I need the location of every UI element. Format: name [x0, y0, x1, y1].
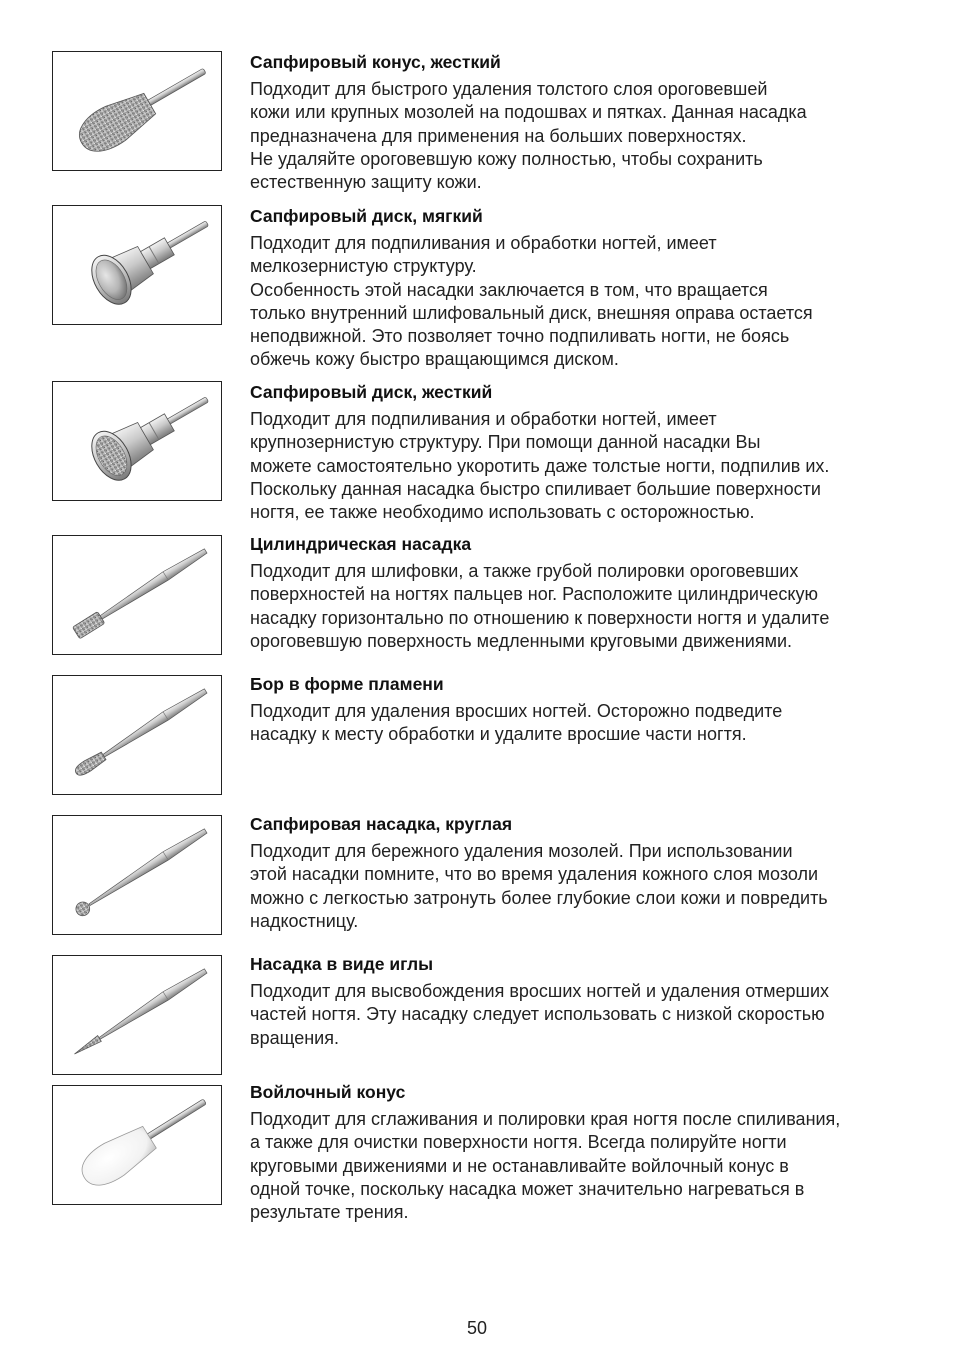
page-number: 50	[466, 1318, 488, 1338]
item-description: Подходит для бережного удаления мозолей. При использовании этой насадки помните, что во время удаления кожного слоя мозоли можно с легкостью затронуть более глубокие слои кожи и повредить надкостницу.	[250, 841, 828, 931]
item-title: Сапфировый диск, мягкий	[250, 206, 483, 226]
sapphire-disc-coarse-icon	[53, 382, 221, 500]
sapphire-cone-icon	[53, 52, 221, 170]
item-sapphire-disc-coarse	[250, 381, 910, 524]
item-cylinder-bit	[250, 533, 910, 653]
needle-bit-icon	[53, 956, 221, 1074]
item-title: Сапфировый диск, жесткий	[250, 382, 493, 402]
item-description: Подходит для подпиливания и обработки ногтей, имеет крупнозернистую структуру. При помощи данной насадки Вы можете самостоятельно укоротить даже толстые ногти, подпилив их. Поскольку данная насадка быстро спиливает большие поверхности ногтя, ее также необходимо использовать с осторожностью.	[250, 409, 830, 523]
item-image-flame-bur	[52, 675, 222, 795]
item-description: Подходит для подпиливания и обработки ногтей, имеет мелкозернистую структуру. Особенность этой насадки заключается в том, что вращается только внутренний шлифовальный диск, внешняя оправа остается неподвижной. Это позволяет точно подпиливать ногти, не боясь обжечь кожу быстро вращающимся диском.	[250, 233, 813, 370]
item-image-needle-bit	[52, 955, 222, 1075]
item-description: Подходит для быстрого удаления толстого слоя ороговевшей кожи или крупных мозолей на подошвах и пятках. Данная насадка предназначена для применения на больших поверхностях. Не удаляйте ороговевшую кожу полностью, чтобы сохранить естественную защиту кожи.	[250, 79, 807, 193]
item-image-felt-cone	[52, 1085, 222, 1205]
cylinder-bit-icon	[53, 536, 221, 654]
item-title: Войлочный конус	[250, 1082, 406, 1102]
item-title: Сапфировый конус, жесткий	[250, 52, 501, 72]
item-title: Бор в форме пламени	[250, 674, 444, 694]
item-felt-cone	[250, 1081, 910, 1224]
item-title: Сапфировая насадка, круглая	[250, 814, 513, 834]
item-sapphire-disc-fine	[250, 205, 910, 372]
item-round-bit	[250, 813, 910, 933]
item-needle-bit	[250, 953, 910, 1050]
item-image-cylinder-bit	[52, 535, 222, 655]
item-description: Подходит для высвобождения вросших ногтей и удаления отмерших частей ногтя. Эту насадку следует использовать с низкой скоростью вращения.	[250, 981, 829, 1048]
item-title: Цилиндрическая насадка	[250, 534, 472, 554]
item-image-sapphire-disc-coarse	[52, 381, 222, 501]
item-description: Подходит для шлифовки, а также грубой полировки ороговевших поверхностей на ногтях пальцев ног. Расположите цилиндрическую насадку горизонтально по отношению к поверхности ногтя и удалите ороговевшую поверхность медленными круговыми движениями.	[250, 561, 830, 651]
item-image-sapphire-cone	[52, 51, 222, 171]
item-image-round-bit	[52, 815, 222, 935]
item-flame-bur	[250, 673, 910, 747]
flame-bur-icon	[53, 676, 221, 794]
sapphire-disc-fine-icon	[53, 206, 221, 324]
item-description: Подходит для сглаживания и полировки края ногтя после спиливания, а также для очистки поверхности ногтя. Всегда полируйте ногти круговыми движениями и не останавливайте войлочный конус в одной точке, поскольку насадка может значительно нагреваться в результате трения.	[250, 1109, 841, 1223]
item-image-sapphire-disc-fine	[52, 205, 222, 325]
felt-cone-icon	[53, 1086, 221, 1204]
item-title: Насадка в виде иглы	[250, 954, 434, 974]
item-description: Подходит для удаления вросших ногтей. Осторожно подведите насадку к месту обработки и удалите вросшие части ногтя.	[250, 701, 783, 745]
item-sapphire-cone	[250, 51, 910, 194]
round-bit-icon	[53, 816, 221, 934]
